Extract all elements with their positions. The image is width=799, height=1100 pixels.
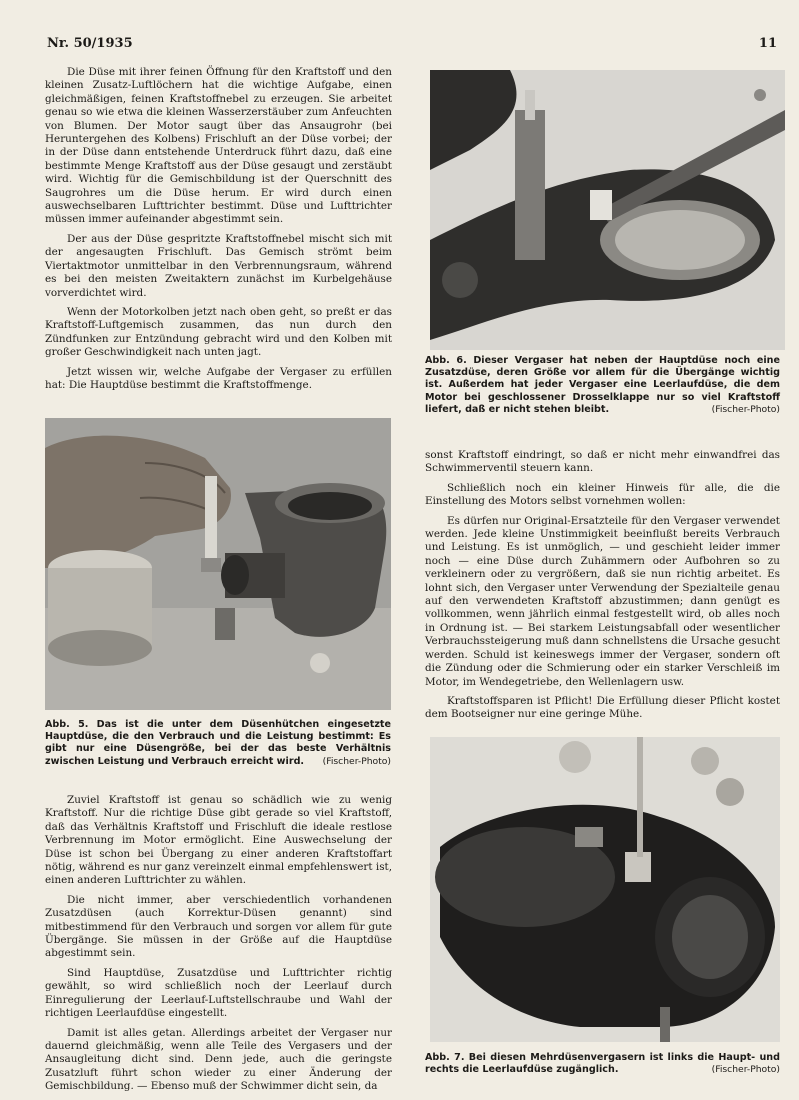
- paragraph: Damit ist alles getan. Allerdings arbeitet der Vergaser nur dauernd gleichmäßig, wenn alle Teile des Vergasers und der Ansaugleitung dicht sind. Denn jede, auch die geringste Zusatzluft führt schon wieder zu einer Änderung der Gemischbildung. — Ebenso muß der Schwimmer dicht sein, da: [45, 1026, 392, 1093]
- paragraph: Wenn der Motorkolben jetzt nach oben geht, so preßt er das Kraftstoff-Luftgemisch zusammen, das nun durch den Zündfunken zur Entzündung gebracht wird und den Kolben mit großer Geschwindigkeit nach unten jagt.: [45, 305, 392, 359]
- photo-credit: (Fischer-Photo): [711, 403, 780, 415]
- issue-number: Nr. 50/1935: [47, 36, 133, 51]
- paragraph: Es dürfen nur Original-Ersatzteile für den Vergaser verwendet werden. Jede kleine Unstimmigkeit beeinflußt bereits Verbrauch und Leistung. Es ist unmöglich, — und geschieht leider immer noch — eine Düse durch Zuhämmern oder Aufbohren so zu verkleinern oder zu vergrößern, daß sie nun richtig arbeitet. Es lohnt sich, den Vergaser unter Verwendung der Spezialteile genau auf den verwendeten Kraftstoff abzustimmen; dann genügt es vollkommen, wenn jährlich einmal festgestellt wird, ob alles noch in Ordnung ist. — Bei starkem Leistungsabfall oder wesentlicher Verbrauchssteigerung muß dann schnellstens die Ursache gesucht werden. Schuld ist keineswegs immer der Vergaser, sondern oft die Zündung oder die Schmierung oder ein starker Verschleiß im Motor, im Wendegetriebe, den Wellenlagern usw.: [425, 514, 780, 688]
- figure-7-caption: [425, 1052, 780, 1076]
- paragraph: Jetzt wissen wir, welche Aufgabe der Vergaser zu erfüllen hat: Die Hauptdüse bestimmt die Kraftstoffmenge.: [45, 365, 392, 391]
- paragraph: Die Düse mit ihrer feinen Öffnung für den Kraftstoff und den kleinen Zusatz-Luftlöchern hat die wichtige Aufgabe, einen gleichmäßigen, feinen Kraftstoffnebel zu erzeugen. Sie arbeitet genau so wie etwa die kleinen Wasserzerstäuber zum Anfeuchten von Blumen. Der Motor saugt über das Ansaugrohr (bei Heruntergehen des Kolbens) Frischluft an der Düse vorbei; der in der Düse dann entstehende Unterdruck führt dazu, daß eine bestimmte Menge Kraftstoff aus der Düse gesaugt und zerstäubt wird. Wichtig für die Gemischbildung ist der Querschnitt des Saugrohres um die Düse herum. Er wird durch einen auswechselbaren Lufttrichter bestimmt. Düse und Lufttrichter müssen immer aufeinander abgestimmt sein.: [45, 66, 392, 226]
- left-column-top-text: [45, 66, 392, 398]
- photo-credit: (Fischer-Photo): [322, 755, 391, 767]
- page-number: 11: [758, 36, 777, 51]
- paragraph: Der aus der Düse gespritzte Kraftstoffnebel mischt sich mit der angesaugten Frischluft. Das Gemisch strömt beim Viertaktmotor unmittelbar in den Verbrennungsraum, während es bei den meisten Zweitaktern zunächst im Kurbelgehäuse vorverdichtet wird.: [45, 232, 392, 299]
- figure-6-caption: [425, 355, 780, 416]
- paragraph: sonst Kraftstoff eindringt, so daß er nicht mehr einwandfrei das Schwimmerventil steuern kann.: [425, 449, 780, 475]
- caption-text: Abb. 5. Das ist die unter dem Düsenhütchen eingesetzte Hauptdüse, die den Verbrauch und die Leistung bestimmt: Es gibt nur eine Düsengröße, bei der das beste Verhältnis zwischen Leistung und Verbrauch erreicht wird.: [45, 719, 391, 767]
- paragraph: Schließlich noch ein kleiner Hinweis für alle, die die Einstellung des Motors selbst vornehmen wollen:: [425, 481, 780, 508]
- figure-7-photo: [430, 737, 780, 1042]
- figure-5-caption: [45, 719, 391, 768]
- photo-credit: (Fischer-Photo): [711, 1064, 780, 1076]
- figure-5-photo: [45, 418, 391, 710]
- paragraph: Kraftstoffsparen ist Pflicht! Die Erfüllung dieser Pflicht kostet dem Bootseigner nur eine geringe Mühe.: [425, 694, 780, 721]
- right-column-text: [425, 449, 780, 728]
- paragraph: Zuviel Kraftstoff ist genau so schädlich wie zu wenig Kraftstoff. Nur die richtige Düse gibt gerade so viel Kraftstoff, daß das Verhältnis Kraftstoff und Frischluft die ideale restlose Verbrennung im Motor ermöglicht. Eine Auswechselung der Düse ist schon bei Übergang zu einer anderen Kraftstoffart nötig, während es nur ganz vereinzelt einmal empfehlenswert ist, einen anderen Lufttrichter zu wählen.: [45, 794, 392, 887]
- paragraph: Sind Hauptdüse, Zusatzdüse und Lufttrichter richtig gewählt, so wird schließlich noch der Leerlauf durch Einregulierung der Leerlauf-Luftstellschraube und Wahl der richtigen Leerlaufdüse eingestellt.: [45, 966, 392, 1020]
- paragraph: Die nicht immer, aber verschiedentlich vorhandenen Zusatzdüsen (auch Korrektur-Düsen genannt) sind mitbestimmend für den Verbrauch und sorgen vor allem für gute Übergänge. Sie müssen in der Größe auf die Hauptdüse abgestimmt sein.: [45, 893, 392, 960]
- figure-6-photo: [430, 70, 785, 350]
- left-column-bottom-text: [45, 794, 392, 1100]
- caption-text: Abb. 7. Bei diesen Mehrdüsenvergasern ist links die Haupt- und rechts die Leerlaufdüse zugänglich.: [425, 1052, 780, 1076]
- caption-text: Abb. 6. Dieser Vergaser hat neben der Hauptdüse noch eine Zusatzdüse, deren Größe vor allem für die Übergänge wichtig ist. Außerdem hat jeder Vergaser eine Leerlaufdüse, die dem Motor bei geschlossener Drosselklappe nur so viel Kraftstoff liefert, daß er nicht stehen bleibt.: [425, 355, 780, 415]
